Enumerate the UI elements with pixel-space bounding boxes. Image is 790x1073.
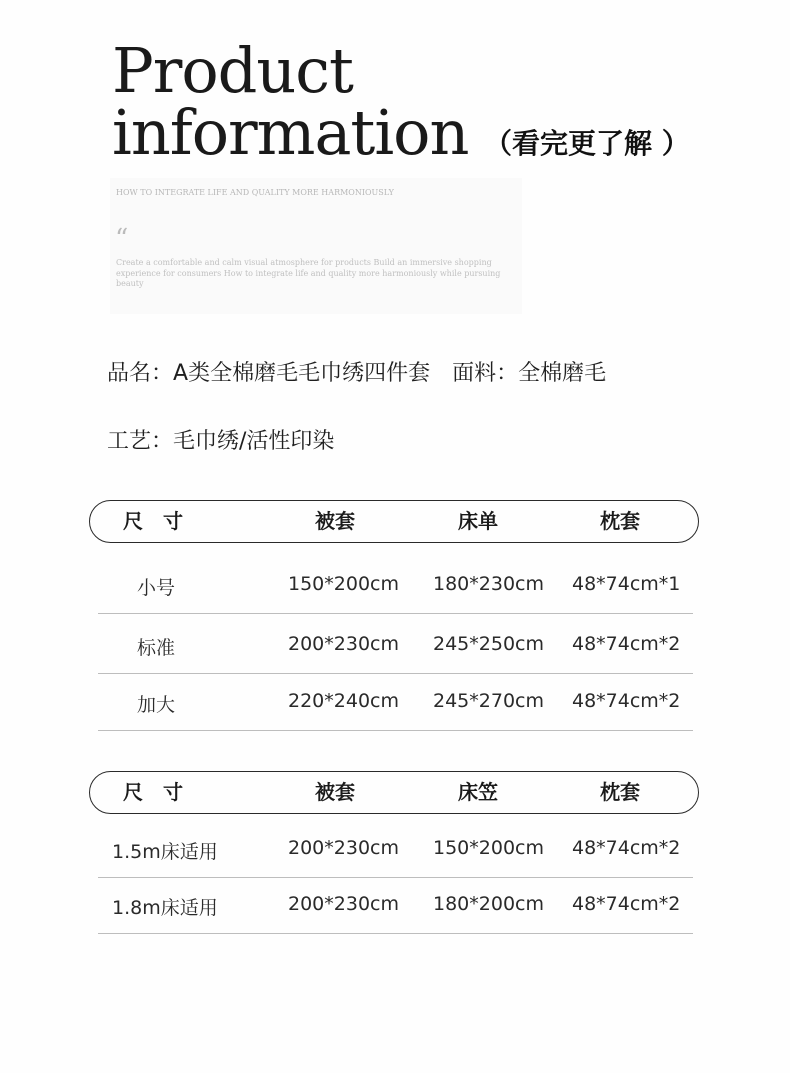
table-row <box>98 674 693 731</box>
table2-header-duvet: 被套 <box>315 780 355 804</box>
table-row <box>98 614 693 674</box>
table2-header-size: 尺 寸 <box>123 780 183 804</box>
quote-body: Create a comfortable and calm visual atmosphere for products Build an immersive shopping experience for consumers How to integrate life and quality more harmoniously while pursuing beauty <box>116 258 501 288</box>
table-cell-sheet: 245*250cm <box>433 633 544 655</box>
table-cell-duvet: 150*200cm <box>288 573 399 595</box>
product-name-label: 品名： <box>107 361 174 386</box>
table-cell-pillow: 48*74cm*2 <box>572 893 681 915</box>
table-cell-duvet: 200*230cm <box>288 893 399 915</box>
table2-header-pillow: 枕套 <box>600 780 640 804</box>
table1-header-duvet: 被套 <box>315 509 355 533</box>
table1-header <box>89 500 699 543</box>
table-cell-size: 1.5m床适用 <box>112 841 218 863</box>
table-cell-duvet: 200*230cm <box>288 837 399 859</box>
table1-header-sheet: 床单 <box>458 509 498 533</box>
table-cell-sheet: 245*270cm <box>433 690 544 712</box>
table-cell-pillow: 48*74cm*2 <box>572 837 681 859</box>
table-cell-duvet: 220*240cm <box>288 690 399 712</box>
table-cell-duvet: 200*230cm <box>288 633 399 655</box>
title-line-information: information <box>112 96 469 169</box>
quote-heading: HOW TO INTEGRATE LIFE AND QUALITY MORE HARMONIOUSLY <box>116 188 394 197</box>
info-line-name-fabric <box>107 356 606 387</box>
craft-label: 工艺： <box>107 429 174 454</box>
title-line-product: Product <box>112 34 353 107</box>
quote-box <box>110 178 522 314</box>
table-cell-pillow: 48*74cm*2 <box>572 690 681 712</box>
table1-header-size: 尺 寸 <box>123 509 183 533</box>
table-cell-pillow: 48*74cm*1 <box>572 573 681 595</box>
product-name-value: A类全棉磨毛毛巾绣四件套 <box>173 361 431 386</box>
table-row <box>98 878 693 934</box>
quote-mark-icon: “ <box>115 224 129 254</box>
fabric-label: 面料： <box>452 361 519 386</box>
subtitle: （看完更了解 ） <box>484 127 690 160</box>
table-cell-pillow: 48*74cm*2 <box>572 633 681 655</box>
table1-header-pillow: 枕套 <box>600 509 640 533</box>
table-cell-size: 标准 <box>137 637 176 659</box>
table2-header-fitted-sheet: 床笠 <box>458 780 498 804</box>
table-cell-size: 加大 <box>137 694 176 716</box>
table-cell-fitted-sheet: 180*200cm <box>433 893 544 915</box>
craft-value: 毛巾绣/活性印染 <box>173 429 335 454</box>
table-cell-fitted-sheet: 150*200cm <box>433 837 544 859</box>
fabric-value: 全棉磨毛 <box>518 361 607 386</box>
table-row <box>98 557 693 614</box>
table-cell-sheet: 180*230cm <box>433 573 544 595</box>
table2-header <box>89 771 699 814</box>
table-row <box>98 820 693 878</box>
info-line-craft <box>107 424 334 455</box>
table-cell-size: 1.8m床适用 <box>112 897 218 919</box>
table-cell-size: 小号 <box>137 577 176 599</box>
